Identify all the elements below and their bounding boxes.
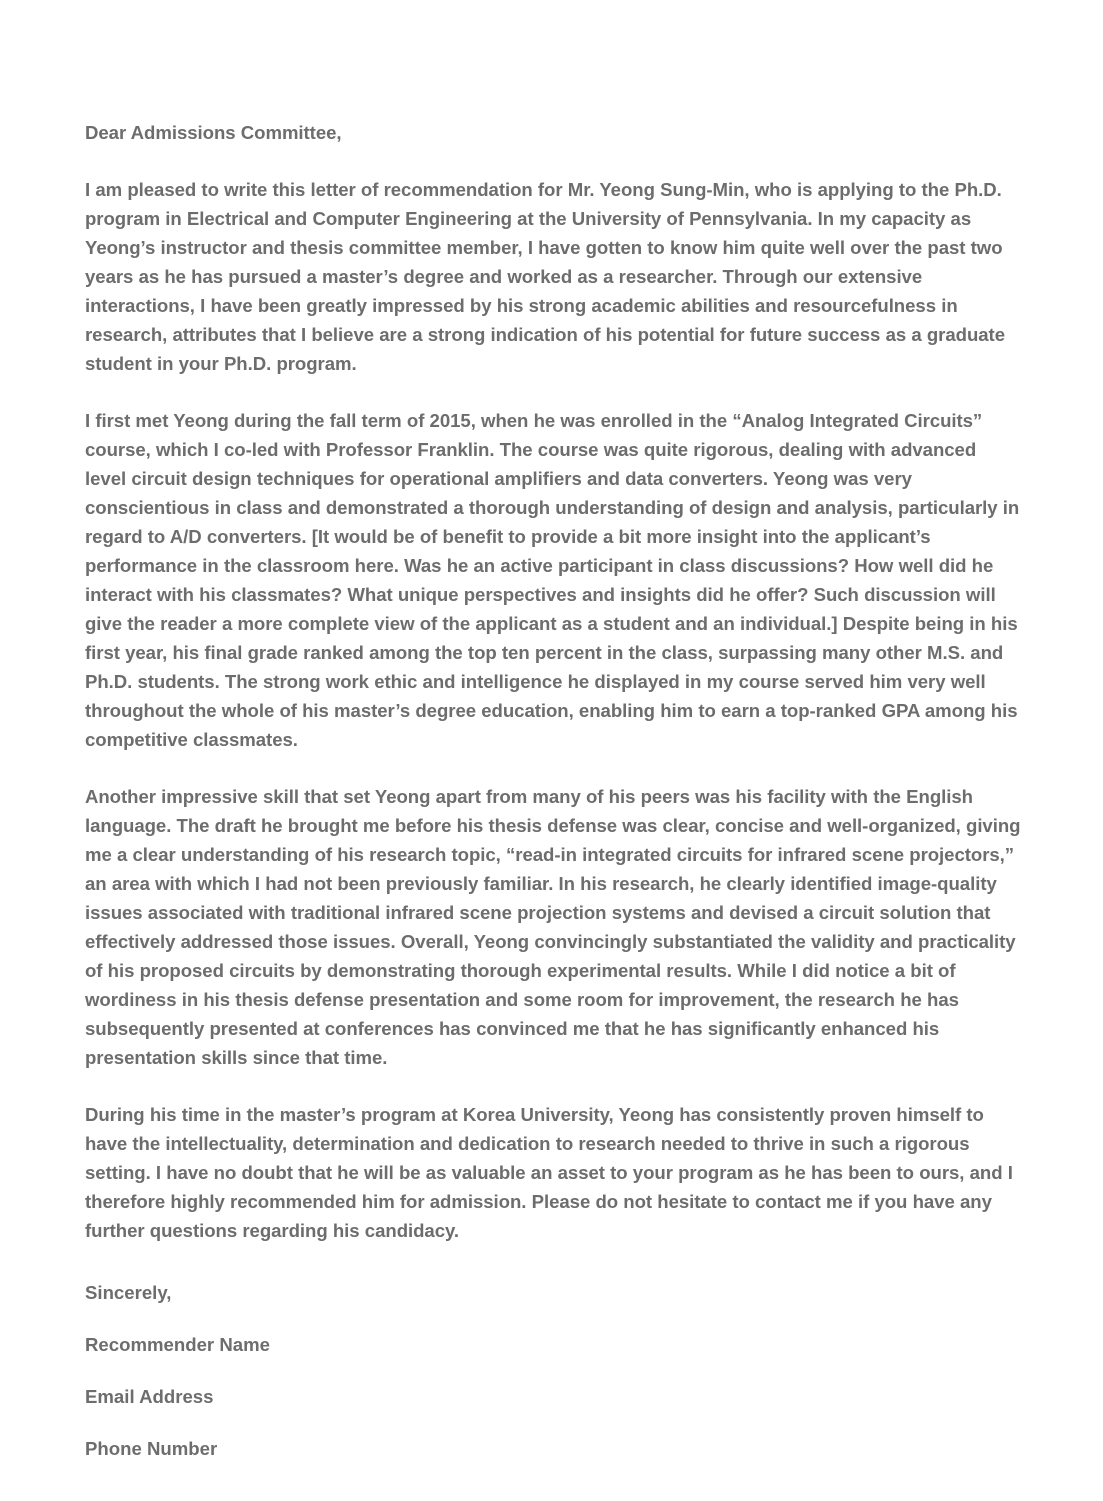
recommender-email-address: Email Address [85,1386,214,1407]
letter-salutation: Dear Admissions Committee, [85,122,342,143]
letter-body [85,118,1022,1463]
letter-paragraph-2: I first met Yeong during the fall term of 2015, when he was enrolled in the “Analog Integrated Circuits” course, which I co-led with Professor Franklin. The course was quite rigorous, dealing with advanced level circuit design techniques for operational amplifiers and data converters. Yeong was very conscientious in class and demonstrated a thorough understanding of design and analysis, particularly in regard to A/D converters. [It would be of benefit to provide a bit more insight into the applicant’s performance in the classroom here. Was he an active participant in class discussions? How well did he interact with his classmates? What unique perspectives and insights did he offer? Such discussion will give the reader a more complete view of the applicant as a student and an individual.] Despite being in his first year, his final grade ranked among the top ten percent in the class, surpassing many other M.S. and Ph.D. students. The strong work ethic and intelligence he displayed in my course served him very well throughout the whole of his master’s degree education, enabling him to earn a top-ranked GPA among his competitive classmates. [85,410,1020,750]
letter-paragraph-4: During his time in the master’s program at Korea University, Yeong has consistently proven himself to have the intellectuality, determination and dedication to research needed to thrive in such a rigorous setting. I have no doubt that he will be as valuable an asset to your program as he has been to ours, and I therefore highly recommended him for admission. Please do not hesitate to contact me if you have any further questions regarding his candidacy. [85,1104,1013,1241]
recommender-name: Recommender Name [85,1334,270,1355]
recommender-phone-number: Phone Number [85,1438,218,1459]
letter-closing-block [85,1278,1022,1463]
letter-paragraph-3: Another impressive skill that set Yeong apart from many of his peers was his facility with the English language. The draft he brought me before his thesis defense was clear, concise and well-organized, giving me a clear understanding of his research topic, “read-in integrated circuits for infrared scene projectors,” an area with which I had not been previously familiar. In his research, he clearly identified image-quality issues associated with traditional infrared scene projection systems and devised a circuit solution that effectively addressed those issues. Overall, Yeong convincingly substantiated the validity and practicality of his proposed circuits by demonstrating thorough experimental results. While I did notice a bit of wordiness in his thesis defense presentation and some room for improvement, the research he has subsequently presented at conferences has convinced me that he has significantly enhanced his presentation skills since that time. [85,786,1021,1068]
letter-paragraph-1: I am pleased to write this letter of recommendation for Mr. Yeong Sung-Min, who is applying to the Ph.D. program in Electrical and Computer Engineering at the University of Pennsylvania. In my capacity as Yeong’s instructor and thesis committee member, I have gotten to know him quite well over the past two years as he has pursued a master’s degree and worked as a researcher. Through our extensive interactions, I have been greatly impressed by his strong academic abilities and resourcefulness in research, attributes that I believe are a strong indication of his potential for future success as a graduate student in your Ph.D. program. [85,179,1005,374]
letter-valediction: Sincerely, [85,1282,172,1303]
